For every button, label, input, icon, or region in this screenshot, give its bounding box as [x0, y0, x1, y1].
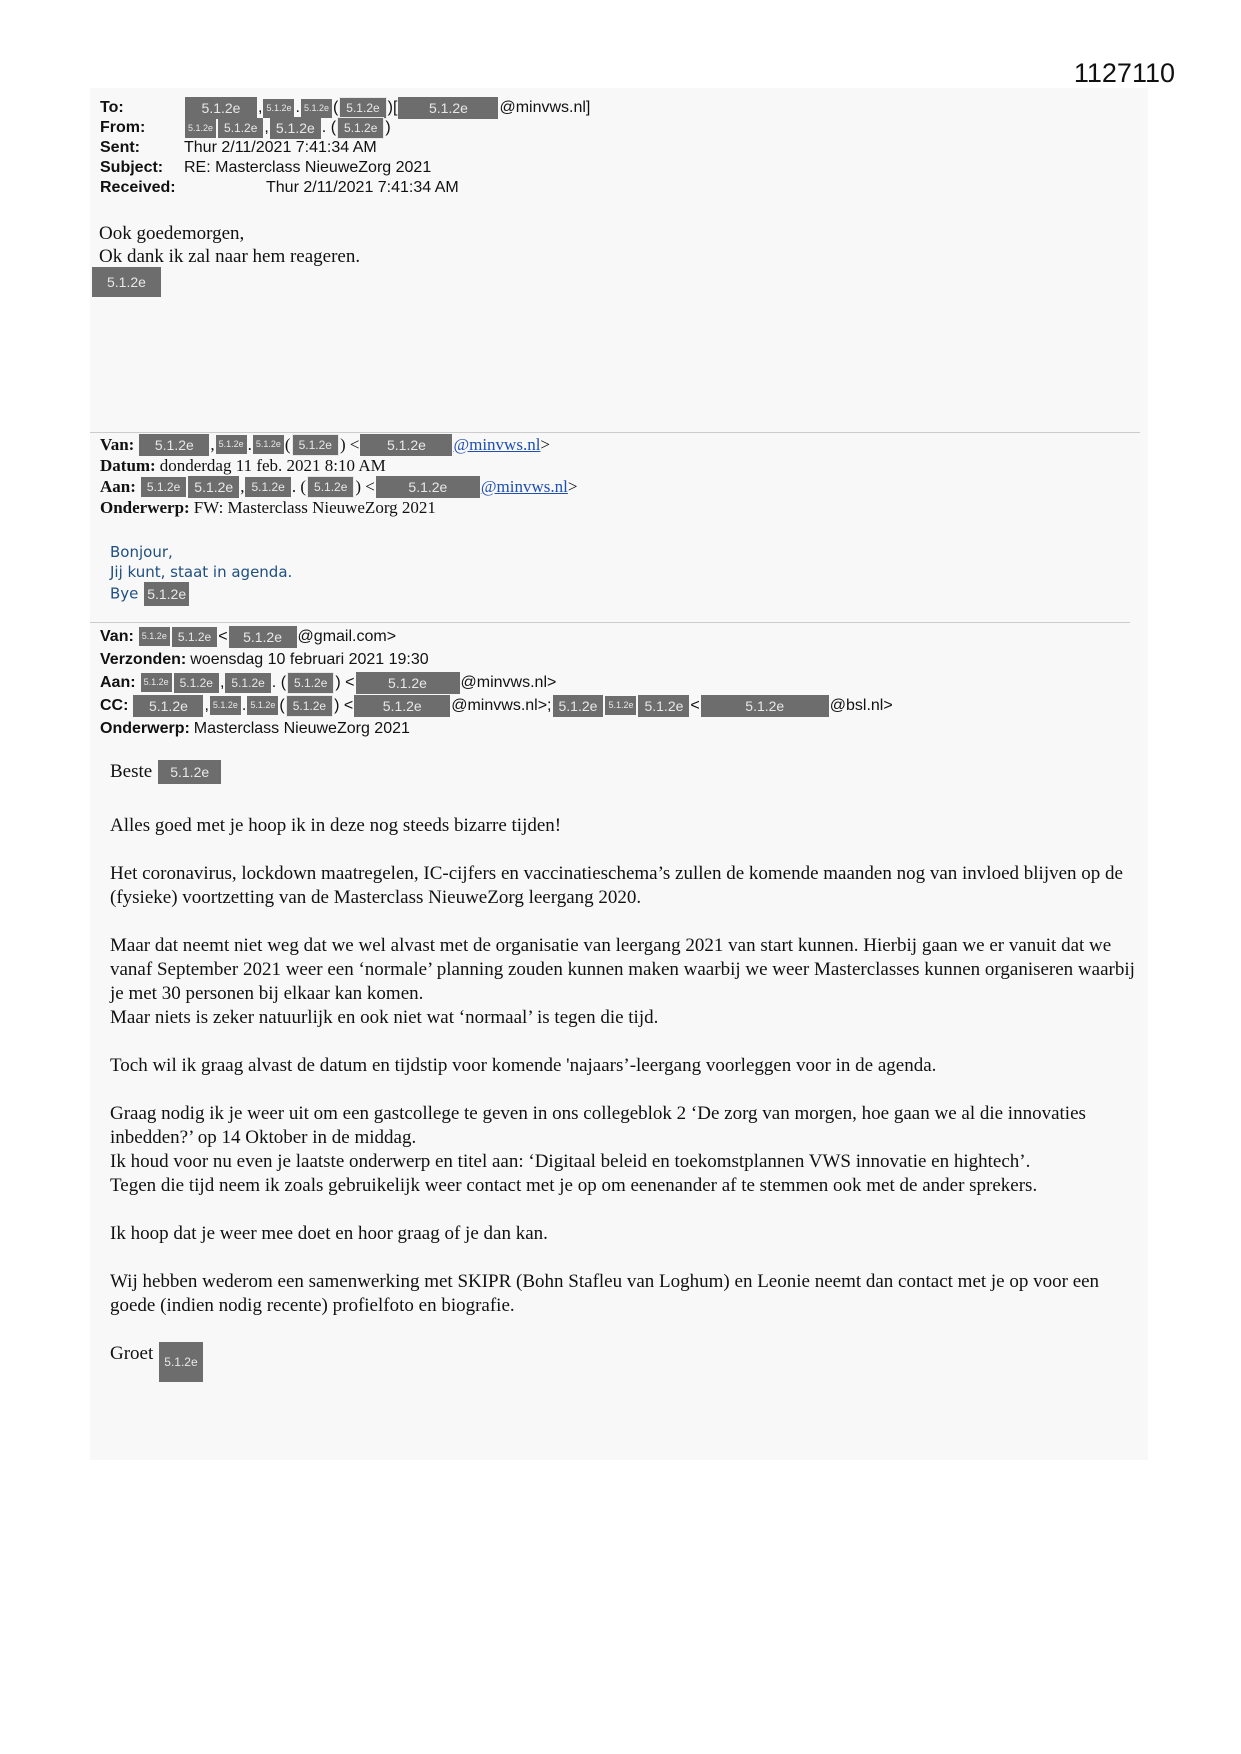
body-line: Bonjour,	[110, 543, 173, 561]
van-row: Van: 5.1.2e 5.1.2e < 5.1.2e @gmail.com>	[100, 625, 893, 648]
paragraph: Het coronavirus, lockdown maatregelen, IC-cijfers en vaccinatieschema’s zullen de komende maanden nog van invloed blijven op de (fysieke) voortzetting van de Masterclass NieuweZorg leergang 2020.	[110, 863, 1123, 908]
redaction: 5.1.2e	[158, 760, 221, 784]
redaction: 5.1.2e	[638, 695, 689, 717]
onderwerp-value: FW: Masterclass NieuweZorg 2021	[193, 497, 436, 517]
redaction: 5.1.2e	[398, 97, 498, 119]
email-body-3	[110, 760, 1140, 1382]
redaction: 5.1.2e	[354, 695, 450, 717]
onderwerp-row	[100, 717, 893, 740]
received-value: Thur 2/11/2021 7:41:34 AM	[266, 179, 459, 196]
redaction: 5.1.2e	[286, 695, 333, 717]
redaction: 5.1.2e	[225, 673, 270, 693]
redaction: 5.1.2e	[172, 627, 217, 647]
verzonden-value: woensdag 10 februari 2021 19:30	[190, 650, 429, 668]
redaction: 5.1.2e	[229, 626, 297, 648]
cc-row: CC: 5.1.2e , 5.1.2e . 5.1.2e ( 5.1.2e ) < 5.1.2e @minvws.nl>; 5.1.2e 5.1.2e 5.1.2e < 5.1.2e @bsl.nl>	[100, 694, 893, 717]
body-line: Jij kunt, staat in agenda.	[110, 563, 293, 581]
paragraph: Maar dat neemt niet weg dat we wel alvast met de organisatie van leergang 2021 van start kunnen. Hierbij gaan we er vanuit dat we vanaf September 2021 weer een ‘normale’ planning zouden kunnen maken waarbij we weer Masterclasses kunnen organiseren waarbij je met 30 personen bij elkaar kan komen. Maar niets is zeker natuurlijk en ook niet wat ‘normaal’ is tegen die tijd.	[110, 935, 1135, 1028]
redaction: 5.1.2e	[144, 582, 189, 606]
redaction: 5.1.2e	[218, 118, 263, 138]
to-row: To: 5.1.2e , 5.1.2e . 5.1.2e ( 5.1.2e )[ 5.1.2e @minvws.nl]	[100, 98, 590, 118]
from-label: From:	[100, 119, 146, 136]
received-label: Received:	[100, 179, 176, 196]
onderwerp-label: Onderwerp:	[100, 719, 190, 737]
email-header-3	[100, 625, 893, 740]
redaction: 5.1.2e	[174, 673, 219, 693]
aan-label: Aan:	[100, 476, 136, 496]
aan-label: Aan:	[100, 673, 136, 691]
subject-value: RE: Masterclass NieuweZorg 2021	[184, 159, 432, 176]
redaction: 5.1.2e	[188, 476, 239, 498]
to-label: To:	[100, 99, 124, 116]
redaction: 5.1.2e	[263, 99, 294, 118]
redaction: 5.1.2e	[245, 477, 290, 497]
cc-email-2: @bsl.nl>	[829, 696, 893, 714]
redaction: 5.1.2e	[301, 99, 332, 118]
closing	[110, 1342, 1140, 1382]
redaction: 5.1.2e	[339, 97, 386, 119]
redaction: 5.1.2e	[337, 117, 384, 139]
redaction: 5.1.2e	[210, 696, 241, 715]
redaction: 5.1.2e	[185, 97, 257, 119]
van-label: Van:	[100, 434, 135, 454]
aan-email: @minvws.nl>	[460, 673, 557, 691]
redaction: 5.1.2e	[159, 1342, 202, 1382]
aan-row: Aan: 5.1.2e 5.1.2e , 5.1.2e . ( 5.1.2e ) < 5.1.2e @minvws.nl>	[100, 671, 893, 694]
redaction: 5.1.2e	[292, 434, 339, 456]
sent-row	[100, 138, 590, 158]
redaction: 5.1.2e	[356, 672, 460, 694]
subject-label: Subject:	[100, 159, 164, 176]
van-email: @gmail.com>	[297, 627, 397, 645]
redaction: 5.1.2e	[247, 696, 278, 715]
divider	[90, 622, 1130, 623]
subject-row	[100, 158, 590, 178]
redaction: 5.1.2e	[360, 434, 452, 456]
received-row	[100, 178, 590, 198]
redaction: 5.1.2e	[141, 673, 172, 692]
aan-row: Aan: 5.1.2e 5.1.2e , 5.1.2e . ( 5.1.2e ) < 5.1.2e @minvws.nl >	[100, 476, 578, 496]
verzonden-label: Verzonden:	[100, 650, 187, 668]
cc-email-1: @minvws.nl>;	[451, 696, 552, 714]
bye-text: Bye	[110, 584, 139, 603]
sent-value: Thur 2/11/2021 7:41:34 AM	[184, 139, 377, 156]
document-number: 1127110	[1073, 58, 1175, 88]
body-line: Ok dank ik zal naar hem reageren.	[99, 246, 361, 267]
divider	[90, 432, 1140, 433]
onderwerp-row	[100, 497, 577, 518]
paragraph: Ik hoop dat je weer mee doet en hoor graag of je dan kan.	[110, 1223, 548, 1244]
greeting-text: Beste	[110, 761, 153, 782]
paragraph: Toch wil ik graag alvast de datum en tijdstip voor komende 'najaars’-leergang voorleggen voor in de agenda.	[110, 1055, 937, 1076]
redaction: 5.1.2e	[701, 695, 829, 717]
redaction: 5.1.2e	[376, 476, 480, 498]
redaction: 5.1.2e	[307, 476, 354, 498]
datum-value: donderdag 11 feb. 2021 8:10 AM	[159, 455, 386, 475]
redaction: 5.1.2e	[216, 435, 247, 454]
datum-label: Datum:	[100, 455, 156, 475]
greeting	[110, 760, 1140, 784]
aan-email-link[interactable]: @minvws.nl	[480, 476, 568, 496]
redaction: 5.1.2e	[139, 434, 209, 456]
van-email-link[interactable]: @minvws.nl	[453, 434, 541, 454]
redaction: 5.1.2e	[253, 435, 284, 454]
datum-row	[100, 455, 577, 476]
signature-redaction	[91, 267, 162, 297]
body-line-bye	[110, 582, 292, 606]
email-header-1	[100, 98, 590, 198]
paragraph: Wij hebben wederom een samenwerking met SKIPR (Bohn Stafleu van Loghum) en Leonie neemt dan contact met je op voor een goede (indien nodig recente) profielfoto en biografie.	[110, 1271, 1100, 1316]
redaction: 5.1.2e	[287, 672, 334, 694]
cc-label: CC:	[100, 696, 129, 714]
redaction: 5.1.2e	[270, 117, 321, 139]
verzonden-row	[100, 648, 893, 671]
onderwerp-label: Onderwerp:	[100, 497, 190, 517]
van-row: Van: 5.1.2e , 5.1.2e . 5.1.2e ( 5.1.2e ) < 5.1.2e @minvws.nl >	[100, 434, 551, 454]
redaction: 5.1.2e	[553, 695, 604, 717]
redaction: 5.1.2e	[133, 695, 203, 717]
closing-text: Groet	[110, 1343, 154, 1364]
paragraph: Graag nodig ik je weer uit om een gastcollege te geven in ons collegeblok 2 ‘De zorg van morgen, hoe gaan we al die innovaties inbedden?’ op 14 Oktober in de middag. Ik houd voor nu even je laatste onderwerp en titel aan: ‘Digitaal beleid en toekomstplannen VWS innovatie en hightech’. Tegen die tijd neem ik zoals gebruikelijk weer contact met je op om eenenander af te stemmen ook met de ander sprekers.	[110, 1103, 1086, 1196]
email-body-2	[110, 542, 292, 606]
redaction: 5.1.2e	[139, 627, 170, 646]
email-header-2	[100, 434, 577, 518]
redaction: 5.1.2e	[185, 119, 216, 138]
redaction: 5.1.2e	[605, 696, 636, 715]
body-line: Ook goedemorgen,	[99, 223, 245, 244]
van-label: Van:	[100, 627, 134, 645]
redaction: 5.1.2e	[141, 477, 186, 497]
paragraph: Alles goed met je hoop ik in deze nog steeds bizarre tijden!	[110, 815, 562, 836]
onderwerp-value: Masterclass NieuweZorg 2021	[193, 719, 410, 737]
from-row: From: 5.1.2e 5.1.2e , 5.1.2e . ( 5.1.2e )	[100, 118, 590, 138]
redaction: 5.1.2e	[92, 267, 161, 297]
email-body-1	[99, 222, 360, 268]
to-email-suffix: @minvws.nl]	[499, 99, 591, 116]
sent-label: Sent:	[100, 139, 140, 156]
